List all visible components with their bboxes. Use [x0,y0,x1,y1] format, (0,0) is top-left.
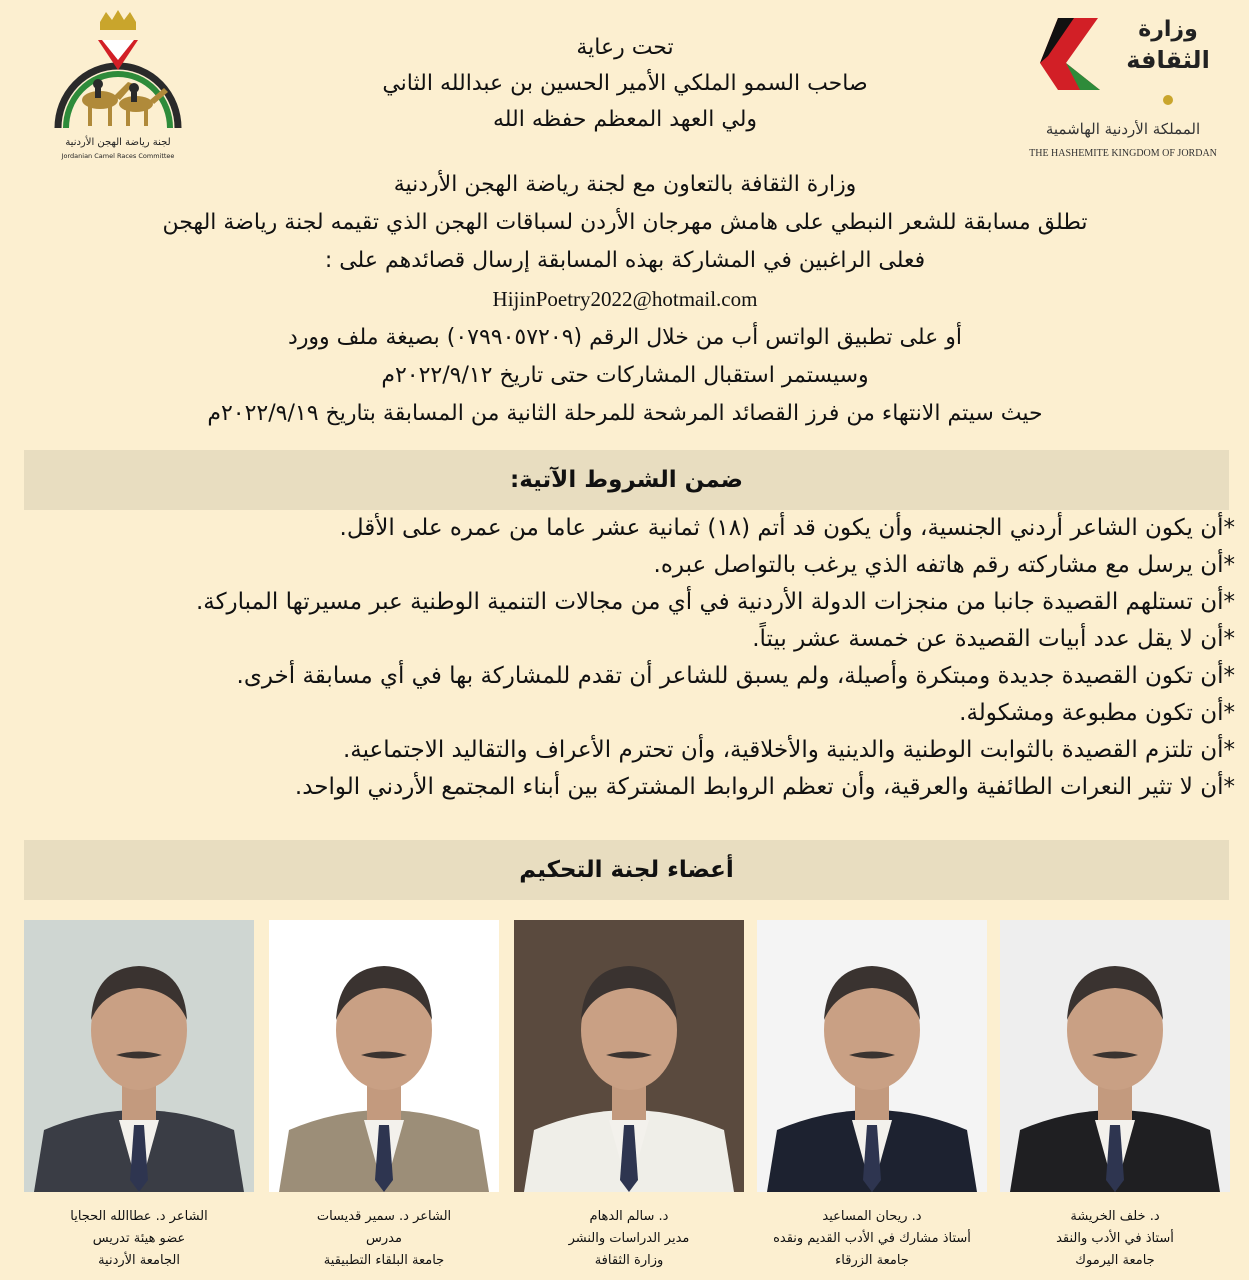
condition-item: *أن يرسل مع مشاركته رقم هاتفه الذي يرغب بالتواصل عبره. [653,552,1235,578]
judge-role: مدرس [366,1231,402,1246]
announcement [70,166,1180,433]
announcement-line: حيث سيتم الانتهاء من فرز القصائد المرشحة للمرحلة الثانية من المسابقة بتاريخ ٢٠٢٢/٩/١٩م [207,401,1043,426]
judge-org: جامعة الزرقاء [835,1253,909,1268]
portrait-illustration [514,920,744,1192]
portrait-illustration [1000,920,1230,1192]
announcement-line: وزارة الثقافة بالتعاون مع لجنة رياضة الهجن الأردنية [393,172,857,197]
announcement-line: وسيستمر استقبال المشاركات حتى تاريخ ٢٠٢٢/٩/١٢م [381,363,869,388]
judge-card [1000,920,1230,1272]
judge-photo [514,920,744,1192]
crown-icon [100,10,136,30]
condition-item: *أن يكون الشاعر أردني الجنسية، وأن يكون قد أتم (١٨) ثمانية عشر عاما من عمره على الأقل. [339,515,1235,541]
judge-card [269,920,499,1272]
portrait-illustration [757,920,987,1192]
committee-title: أعضاء لجنة التحكيم [24,840,1229,900]
judge-name: الشاعر د. سمير قديسات [316,1209,452,1224]
judge-org: جامعة اليرموك [1075,1253,1155,1268]
email-link[interactable]: HijinPoetry2022@hotmail.com [492,287,758,311]
judge-role: مدير الدراسات والنشر [568,1231,690,1246]
judge-card [24,920,254,1272]
kingdom-name-en: THE HASHEMITE KINGDOM OF JORDAN [1029,148,1217,159]
condition-item: *أن تكون مطبوعة ومشكولة. [959,700,1235,726]
judge-photo [269,920,499,1192]
judge-photo [757,920,987,1192]
judge-org: وزارة الثقافة [594,1253,664,1268]
judge-role: أستاذ مشارك في الأدب القديم ونقده [773,1231,971,1246]
ministry-of-culture-logo [1018,8,1218,163]
condition-item: *أن تلتزم القصيدة بالثوابت الوطنية والدينية والأخلاقية، وأن تحترم الأعراف والتقاليد الاجتماعية. [342,737,1235,763]
judge-photo [1000,920,1230,1192]
judge-name: الشاعر د. عطاالله الحجايا [70,1209,208,1224]
condition-item: *أن لا تثير النعرات الطائفية والعرقية، وأن تعظم الروابط المشتركة بين أبناء المجتمع الأردني الواحد. [294,774,1235,800]
kingdom-name-ar: المملكة الأردنية الهاشمية [1045,120,1201,138]
announcement-line: أو على تطبيق الواتس أب من خلال الرقم (٠٧٩٩٠٥٧٢٠٩) بصيغة ملف وورد [288,325,962,350]
judge-card [757,920,987,1272]
judge-photo [24,920,254,1192]
judge-card [514,920,744,1272]
condition-item: *أن تستلهم القصيدة جانبا من منجزات الدولة الأردنية في أي من مجالات التنمية الوطنية عبر مسيرتها المباركة. [195,589,1235,615]
judge-name: د. خلف الخريشة [1070,1209,1160,1224]
judge-name: د. ريحان المساعيد [822,1209,922,1224]
condition-item: *أن لا يقل عدد أبيات القصيدة عن خمسة عشر بيتاً. [752,626,1235,652]
patronage-line: تحت رعاية [576,35,674,60]
logo-label-ar: لجنة رياضة الهجن الأردنية [65,137,171,148]
portrait-illustration [24,920,254,1192]
judge-name: د. سالم الدهام [589,1209,669,1224]
judge-role: عضو هيئة تدريس [92,1231,186,1246]
conditions-title: ضمن الشروط الآتية: [24,450,1229,510]
announcement-line: فعلى الراغبين في المشاركة بهذه المسابقة إرسال قصائدهم على : [324,248,926,273]
judges-row [24,920,1234,1280]
portrait-illustration [269,920,499,1192]
crown-icon [1163,95,1173,105]
announcement-line: تطلق مسابقة للشعر النبطي على هامش مهرجان الأردن لسباقات الهجن الذي تقيمه لجنة رياضة الهجن [162,210,1088,235]
patronage-line: صاحب السمو الملكي الأمير الحسين بن عبدالله الثاني [382,71,868,96]
conditions-list [40,510,1235,806]
condition-item: *أن تكون القصيدة جديدة ومبتكرة وأصيلة، ولم يسبق للشاعر أن تقدم للمشاركة بها في أي مسابقة أخرى. [236,663,1235,689]
ministry-name-line1: وزارة [1138,17,1198,42]
patronage-block [250,30,1000,138]
logo-label-en: Jordanian Camel Races Committee [61,152,175,160]
ministry-name-line2: الثقافة [1126,46,1210,74]
camel-races-committee-logo [48,8,188,163]
judge-org: الجامعة الأردنية [98,1253,180,1268]
judge-role: أستاذ في الأدب والنقد [1056,1231,1174,1246]
patronage-line: ولي العهد المعظم حفظه الله [492,107,758,132]
judge-org: جامعة البلقاء التطبيقية [323,1253,445,1268]
